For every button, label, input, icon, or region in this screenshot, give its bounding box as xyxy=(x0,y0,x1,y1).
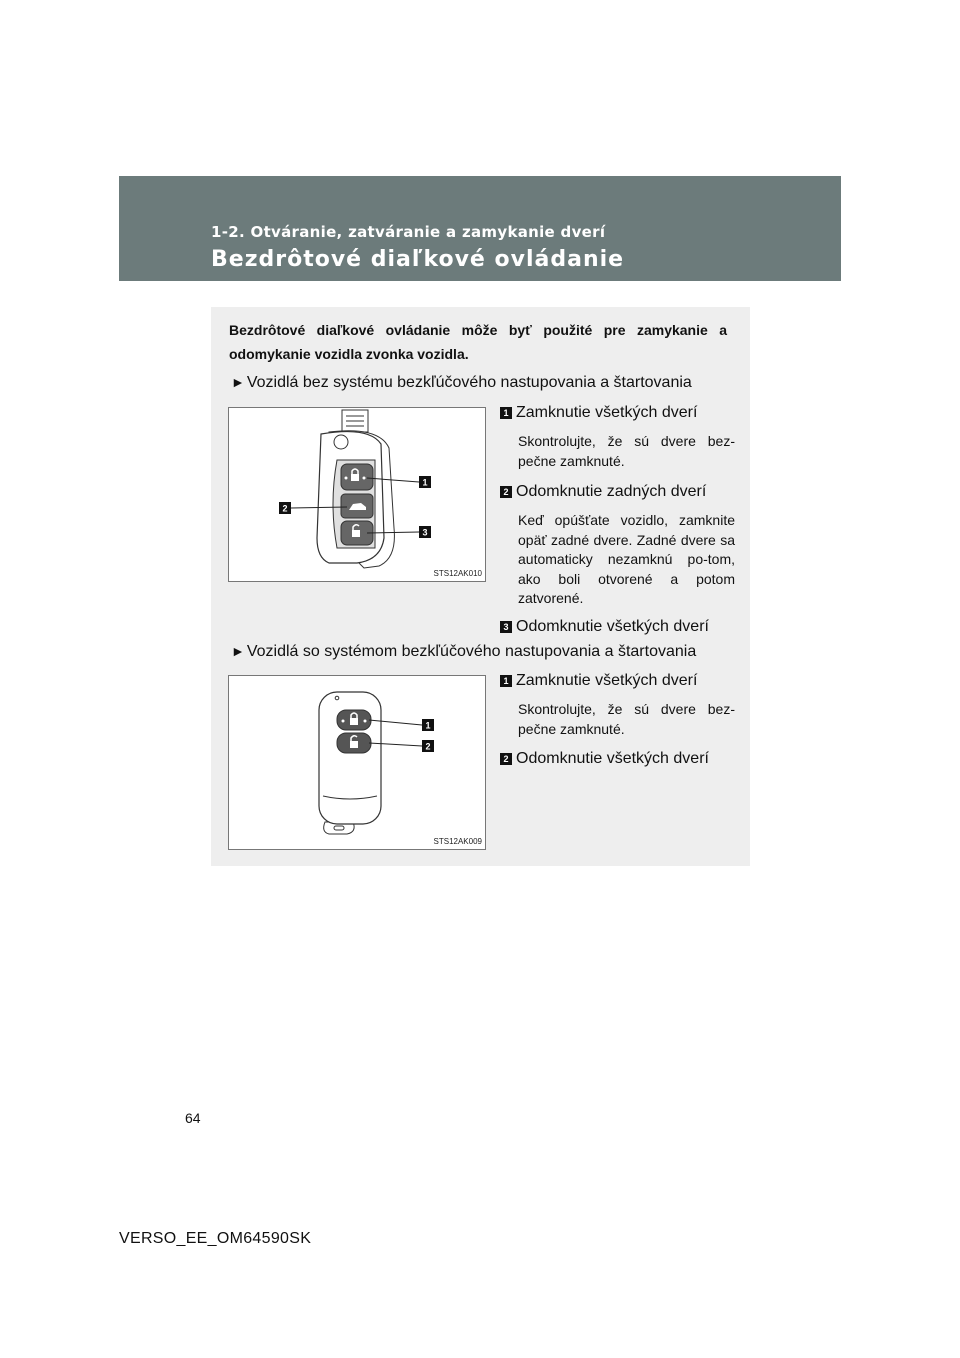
section1-heading: ► Vozidlá bez systému bezkľúčového nastupovania a štartovania xyxy=(231,374,692,391)
section2-heading: ► Vozidlá so systémom bezkľúčového nastupovania a štartovania xyxy=(231,643,697,660)
svg-text:2: 2 xyxy=(282,503,288,514)
figure-code: STS12AK010 xyxy=(433,569,482,578)
callout-unlock-all-smart: 2 Odomknutie všetkých dverí xyxy=(500,750,735,768)
callout-lock-all: 1 Zamknutie všetkých dverí Skontrolujte, že sú dvere bez-pečne zamknuté. xyxy=(500,404,735,471)
callout-unlock-rear: 2 Odomknutie zadných dverí Keď opúšťate vozidlo, zamknite opäť zadné dvere. Zadné dvere sa automaticky nezamknú po-tom, ako boli otvorené a potom zatvorené. xyxy=(500,483,735,609)
page-number: 64 xyxy=(185,1110,201,1126)
svg-text:3: 3 xyxy=(422,527,428,538)
section-title: 1-2. Otváranie, zatváranie a zamykanie dverí xyxy=(211,223,606,241)
intro-text: Bezdrôtové diaľkové ovládanie môže byť použité pre zamykanie a odomykanie vozidla zvonka vozidla. xyxy=(229,322,727,362)
chapter-header xyxy=(119,176,841,281)
smart-key-figure xyxy=(228,675,486,850)
triangle-bullet-icon: ► xyxy=(231,374,245,390)
svg-text:2: 2 xyxy=(425,741,431,752)
flip-key-illustration xyxy=(229,408,485,581)
flip-key-figure xyxy=(228,407,486,582)
smart-key-illustration xyxy=(229,676,485,849)
figure-code: STS12AK009 xyxy=(433,837,482,846)
page-title: Bezdrôtové diaľkové ovládanie xyxy=(211,247,625,272)
triangle-bullet-icon: ► xyxy=(231,643,245,659)
callout-lock-all-smart: 1 Zamknutie všetkých dverí Skontrolujte, že sú dvere bez-pečne zamknuté. xyxy=(500,672,735,739)
callout-unlock-all: 3 Odomknutie všetkých dverí xyxy=(500,618,735,636)
document-code: VERSO_EE_OM64590SK xyxy=(119,1230,312,1247)
svg-text:1: 1 xyxy=(422,477,428,488)
svg-text:1: 1 xyxy=(425,720,431,731)
